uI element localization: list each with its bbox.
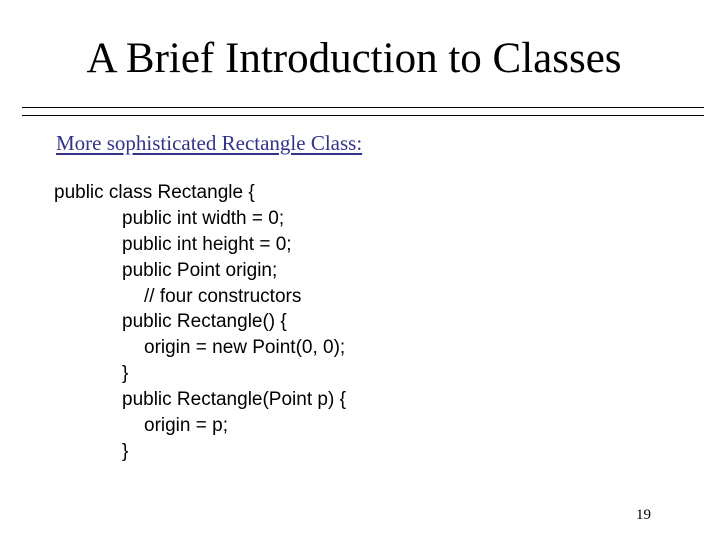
- code-line: public class Rectangle {: [54, 182, 255, 203]
- code-block: [54, 180, 346, 465]
- code-line: public Point origin;: [122, 259, 278, 281]
- code-line: origin = p;: [144, 415, 228, 437]
- code-line: public Rectangle() {: [122, 311, 287, 333]
- page-number: 19: [636, 507, 651, 523]
- code-line: }: [122, 363, 129, 385]
- code-line: public int height = 0;: [122, 233, 292, 255]
- slide-subtitle: More sophisticated Rectangle Class:: [56, 131, 363, 155]
- code-line: }: [122, 440, 129, 462]
- code-comment: // four constructors: [144, 285, 302, 307]
- title-divider-top: [22, 107, 704, 108]
- code-line: public Rectangle(Point p) {: [122, 389, 346, 411]
- code-line: public int width = 0;: [122, 207, 285, 229]
- title-divider-bottom: [22, 115, 704, 116]
- code-line: origin = new Point(0, 0);: [144, 337, 346, 359]
- slide-title: A Brief Introduction to Classes: [86, 35, 622, 82]
